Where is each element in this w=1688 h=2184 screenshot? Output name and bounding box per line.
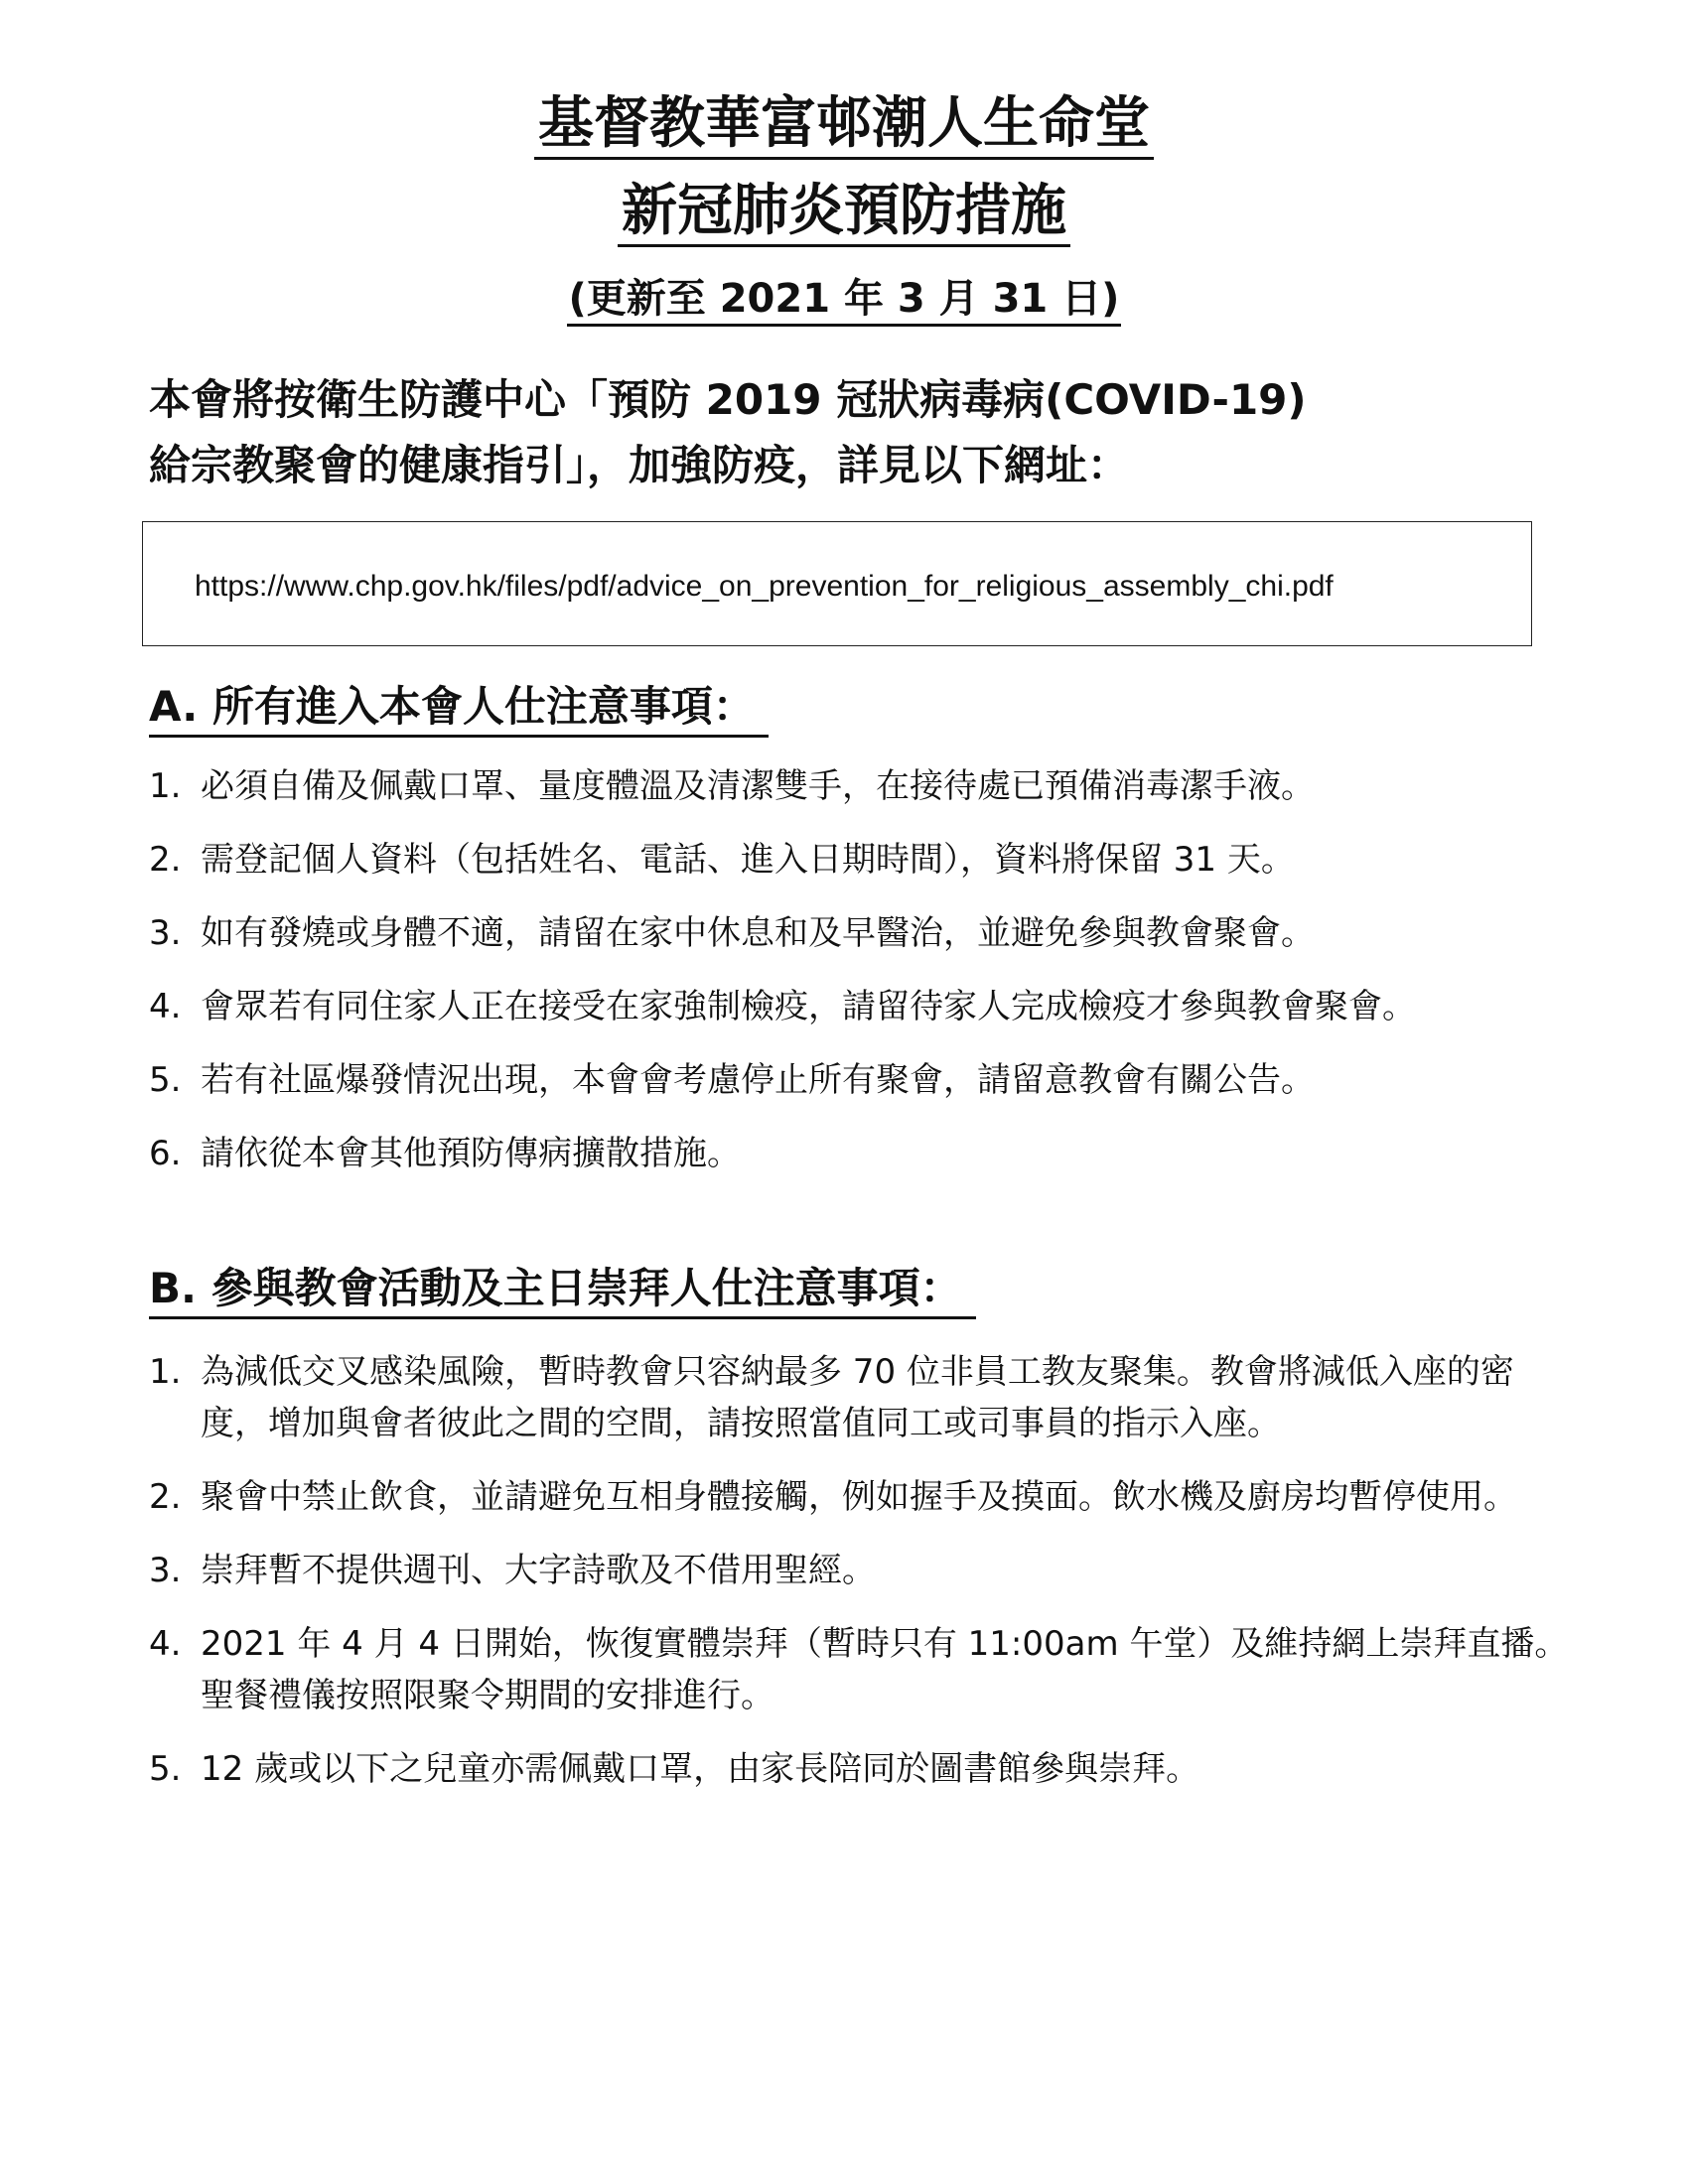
title-block-2 bbox=[0, 179, 1688, 247]
document-title: 新冠肺炎預防措施 bbox=[618, 179, 1070, 247]
list-item-text: 需登記個人資料（包括姓名、電話、進入日期時間），資料將保留 31 天。 bbox=[201, 840, 1295, 880]
list-item bbox=[149, 1128, 1579, 1179]
list-item bbox=[149, 1346, 1579, 1449]
list-item-number: 6. bbox=[149, 1134, 182, 1173]
list-item-text: 12 歲或以下之兒童亦需佩戴口罩，由家長陪同於圖書館參與崇拜。 bbox=[201, 1749, 1200, 1789]
intro-line-2: 給宗教聚會的健康指引」，加強防疫，詳見以下網址： bbox=[149, 441, 1130, 489]
list-item bbox=[149, 981, 1579, 1032]
update-date-note: (更新至 2021 年 3 月 31 日) bbox=[567, 274, 1122, 327]
list-item-number: 1. bbox=[149, 766, 182, 806]
list-item-number: 3. bbox=[149, 1551, 182, 1590]
list-item-number: 2. bbox=[149, 840, 182, 880]
list-item bbox=[149, 1054, 1579, 1106]
list-item-number: 5. bbox=[149, 1060, 182, 1100]
url-box bbox=[142, 521, 1532, 646]
section-a-list bbox=[149, 760, 1579, 1201]
list-item-number: 3. bbox=[149, 913, 182, 953]
list-item-text: 若有社區爆發情況出現，本會會考慮停止所有聚會，請留意教會有關公告。 bbox=[201, 1060, 1315, 1100]
list-item-number: 5. bbox=[149, 1749, 182, 1789]
list-item bbox=[149, 1743, 1579, 1795]
list-item bbox=[149, 760, 1579, 812]
section-a-heading: A. 所有進入本會人仕注意事項： bbox=[149, 679, 769, 738]
list-item-text: 崇拜暫不提供週刊、大字詩歌及不借用聖經。 bbox=[201, 1551, 876, 1590]
title-block-1 bbox=[0, 91, 1688, 160]
list-item-text: 聚會中禁止飲食，並請避免互相身體接觸，例如握手及摸面。飲水機及廚房均暫停使用。 bbox=[201, 1477, 1517, 1517]
list-item-text: 2021 年 4 月 4 日開始，恢復實體崇拜（暫時只有 11:00am 午堂）及維持網上崇拜直播。聖餐禮儀按照限聚令期間的安排進行。 bbox=[201, 1624, 1569, 1715]
section-b-list bbox=[149, 1346, 1579, 1817]
section-b-heading: B. 參與教會活動及主日崇拜人仕注意事項： bbox=[149, 1261, 976, 1319]
list-item bbox=[149, 907, 1579, 959]
list-item-text: 如有發燒或身體不適，請留在家中休息和及早醫治，並避免參與教會聚會。 bbox=[201, 913, 1315, 953]
list-item-number: 4. bbox=[149, 1624, 182, 1664]
list-item bbox=[149, 1545, 1579, 1596]
intro-paragraph bbox=[149, 367, 1589, 498]
list-item bbox=[149, 1618, 1579, 1721]
list-item-number: 4. bbox=[149, 987, 182, 1026]
list-item bbox=[149, 1471, 1579, 1523]
title-block-3 bbox=[0, 274, 1688, 327]
list-item-text: 必須自備及佩戴口罩、量度體溫及清潔雙手，在接待處已預備消毒潔手液。 bbox=[201, 766, 1315, 806]
list-item bbox=[149, 834, 1579, 886]
list-item-number: 2. bbox=[149, 1477, 182, 1517]
list-item-text: 會眾若有同住家人正在接受在家強制檢疫，請留待家人完成檢疫才參與教會聚會。 bbox=[201, 987, 1416, 1026]
list-item-text: 為減低交叉感染風險，暫時教會只容納最多 70 位非員工教友聚集。教會將減低入座的密度，增加與會者彼此之間的空間，請按照當值同工或司事員的指示入座。 bbox=[201, 1352, 1514, 1443]
guideline-url-link[interactable]: https://www.chp.gov.hk/files/pdf/advice_on_prevention_for_religious_assembly_chi.pdf bbox=[195, 570, 1334, 603]
list-item-text: 請依從本會其他預防傳病擴散措施。 bbox=[201, 1134, 741, 1173]
church-name-title: 基督教華富邨潮人生命堂 bbox=[534, 91, 1154, 160]
intro-line-1: 本會將按衛生防護中心「預防 2019 冠狀病毒病(COVID-19) bbox=[149, 375, 1307, 424]
list-item-number: 1. bbox=[149, 1352, 182, 1392]
